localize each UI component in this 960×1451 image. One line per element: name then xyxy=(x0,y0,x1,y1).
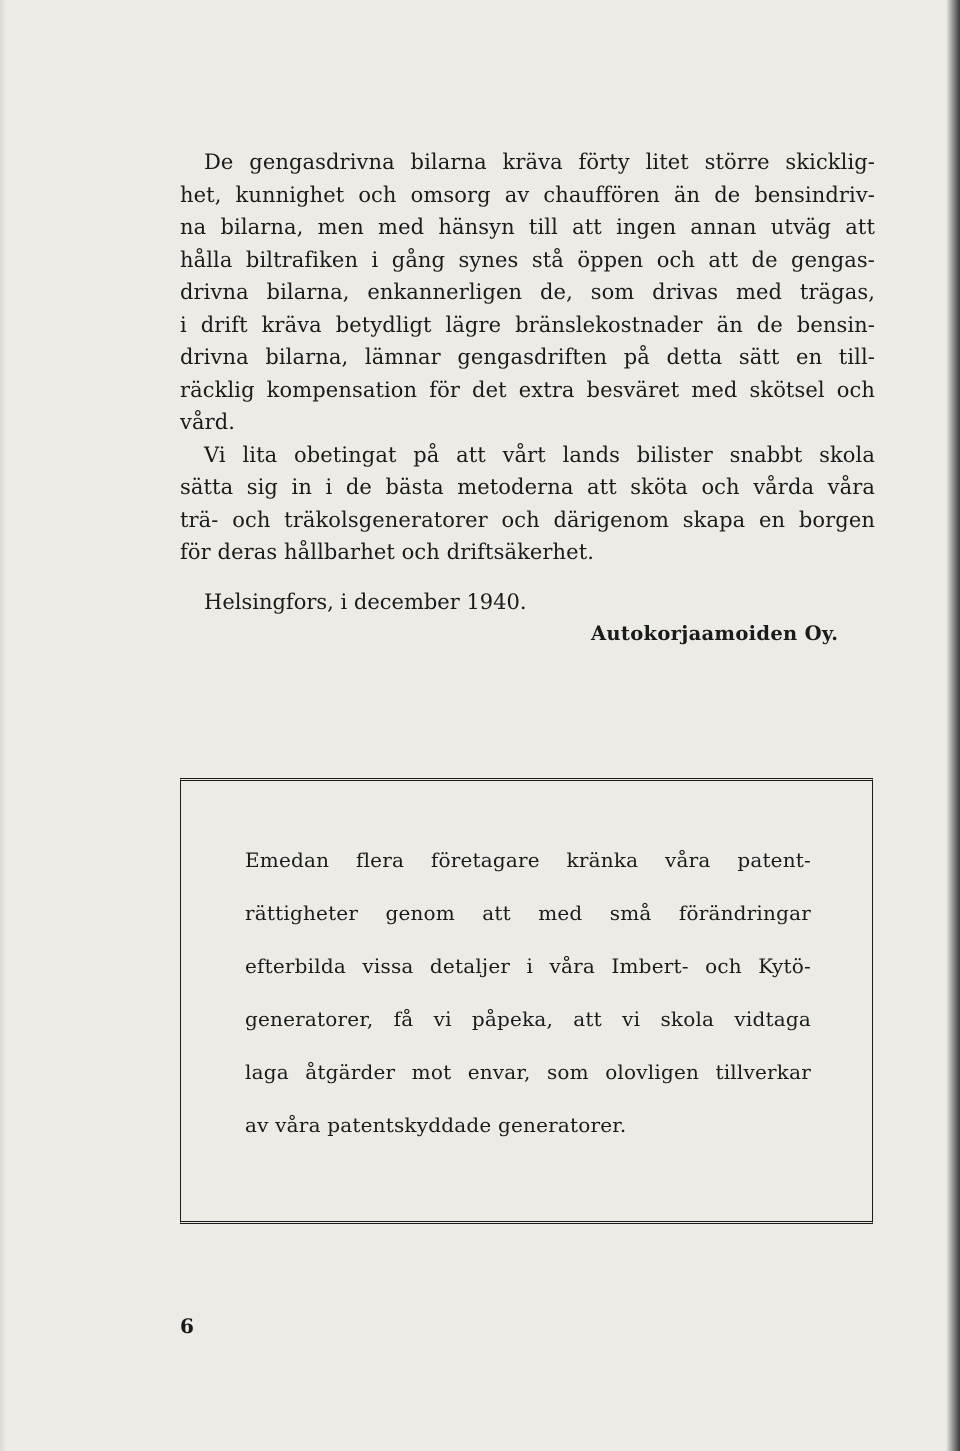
notice-line-4: generatorer, få vi påpeka, att vi skola vidtaga xyxy=(245,1007,811,1031)
page-number: 6 xyxy=(180,1314,194,1338)
patent-notice-text xyxy=(245,834,811,1152)
paragraph-1-line-7: drivna bilarna, lämnar gengasdriften på detta sätt en till- xyxy=(180,345,875,369)
place-and-date: Helsingfors, i december 1940. xyxy=(204,590,527,614)
paragraph-1-line-9: vård. xyxy=(180,410,236,434)
notice-line-2: rättigheter genom att med små förändringar xyxy=(245,901,811,925)
paragraph-1-line-8: räcklig kompensation för det extra besväret med skötsel och xyxy=(180,377,875,402)
paragraph-1-line-1: De gengasdrivna bilarna kräva förty litet större skicklig- xyxy=(204,150,875,174)
paragraph-1-line-5: drivna bilarna, enkannerligen de, som drivas med trägas, xyxy=(180,280,875,304)
paragraph-1-line-3: na bilarna, men med hänsyn till att ingen annan utväg att xyxy=(180,215,875,239)
paragraph-2-line-4: för deras hållbarhet och driftsäkerhet. xyxy=(180,540,595,564)
page-left-shadow xyxy=(0,0,6,1451)
paragraph-1-line-6: i drift kräva betydligt lägre bränslekostnader än de bensin- xyxy=(180,312,875,337)
notice-line-3: efterbilda vissa detaljer i våra Imbert- och Kytö- xyxy=(245,954,811,978)
body-text xyxy=(180,146,875,569)
paragraph-2-line-3: trä- och träkolsgeneratorer och därigenom skapa en borgen xyxy=(180,507,875,532)
paragraph-2-line-1: Vi lita obetingat på att vårt lands bilister snabbt skola xyxy=(204,442,875,467)
paragraph-2-line-2: sätta sig in i de bästa metoderna att sköta och vårda våra xyxy=(180,475,875,499)
paragraph-1-line-4: hålla biltrafiken i gång synes stå öppen och att de gengas- xyxy=(180,247,875,272)
notice-line-6: av våra patentskyddade generatorer. xyxy=(245,1113,627,1137)
notice-line-1: Emedan flera företagare kränka våra patent- xyxy=(245,848,811,872)
page-right-shadow xyxy=(946,0,960,1451)
paragraph-1-line-2: het, kunnighet och omsorg av chauffören än de bensindriv- xyxy=(180,182,875,207)
notice-line-5: laga åtgärder mot envar, som olovligen tillverkar xyxy=(245,1060,811,1084)
signature: Autokorjaamoiden Oy. xyxy=(591,622,839,645)
patent-notice-box xyxy=(180,778,873,1224)
